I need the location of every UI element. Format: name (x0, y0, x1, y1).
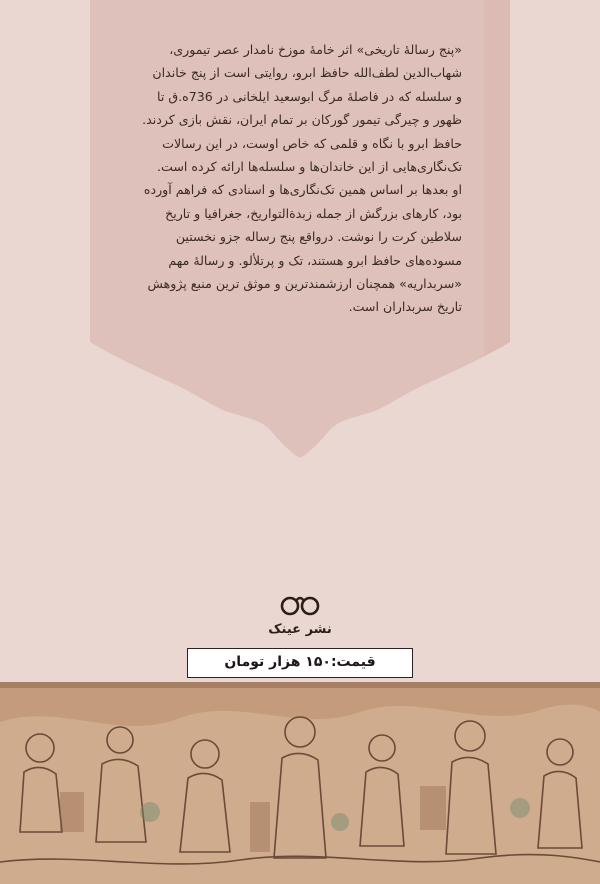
miniature-painting-band (0, 682, 600, 884)
blurb-line: شهاب‌الدین لطف‌الله حافظ ابرو، روایتی است از پنج خاندان (152, 65, 462, 81)
blurb-line: او بعدها بر اساس همین تک‌نگاری‌ها و اسنادی که فراهم آورده (143, 182, 462, 198)
eyeglasses-icon (280, 592, 320, 616)
blurb-line: «سربداریه» همچنان ارزشمندترین و موثق ترین منبع پژوهش (147, 276, 462, 292)
blurb-line: حافظ ابرو با نگاه و قلمی که خاص اوست، در این رسالات (162, 135, 462, 151)
blurb-line: مسوده‌های حافظ ابرو هستند، تک و پرتلألو. و رسالهٔ مهم (168, 252, 462, 268)
publisher-name: نشر عینک (268, 622, 332, 637)
blurb-line: تک‌نگاری‌هایی از این خاندان‌ها و سلسله‌ها ارائه کرده است. (157, 159, 462, 175)
price-label: قیمت:۱۵۰ هزار تومان (187, 648, 413, 678)
blurb-line: بود، کارهای بزرگش از جمله زبدةالتواریخ، جغرافیا و تاریخ (165, 205, 462, 221)
blurb-line: و سلسله که در فاصلهٔ مرگ ابوسعید ایلخانی در 736ه.ق تا (156, 88, 462, 104)
blurb-text (128, 38, 462, 319)
blurb-line: سلاطین کرت را نوشت. درواقع پنج رساله جزو نخستین (175, 229, 462, 245)
blurb-line: ظهور و چیرگی تیمور گورکان بر تمام ایران، نقش بازی کردند. (142, 112, 462, 128)
blurb-line: «پنج رسالهٔ تاریخی» اثر خامهٔ موزخ نامدار عصر تیموری، (169, 42, 462, 57)
blurb-line: تاریخ سربداران است. (348, 299, 462, 315)
